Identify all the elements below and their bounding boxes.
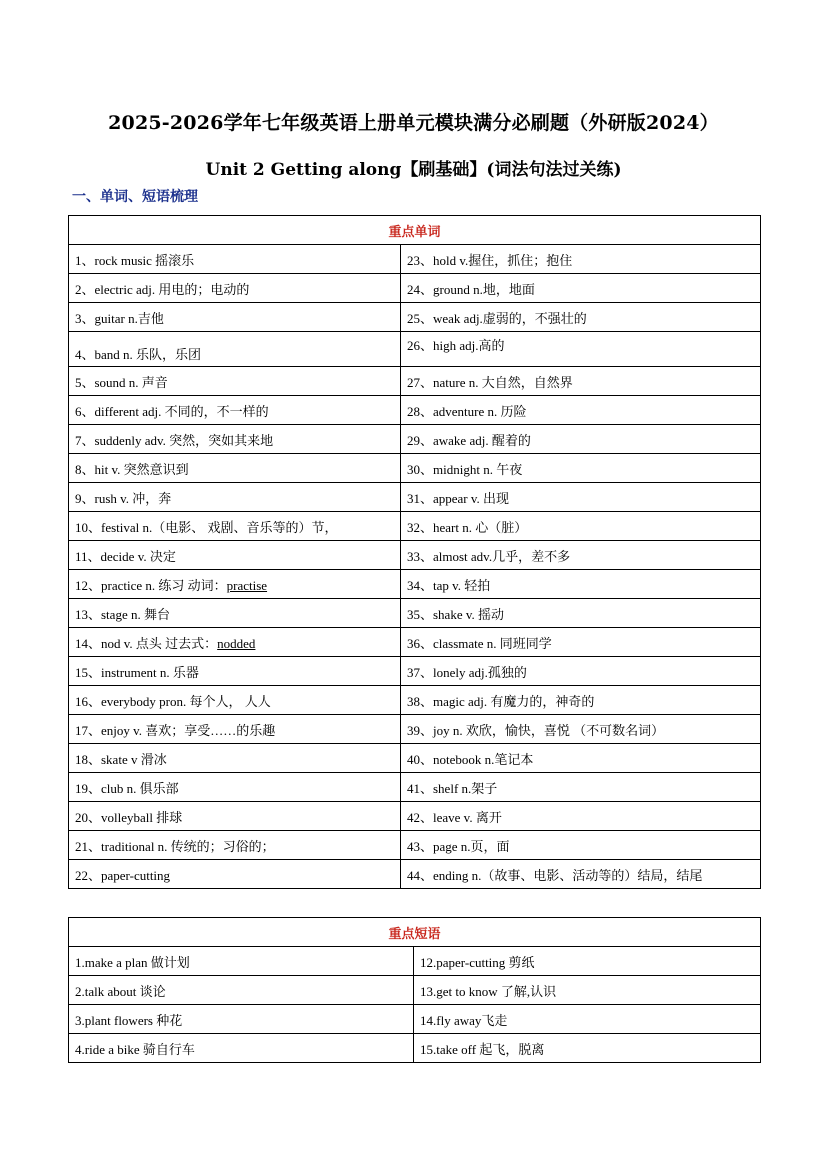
word-cell-left: 8、hit v. 突然意识到 — [69, 454, 401, 483]
table-row — [69, 274, 761, 303]
word-cell-right: 33、almost adv.几乎，差不多 — [401, 541, 761, 570]
word-cell-left: 11、decide v. 决定 — [69, 541, 401, 570]
phrase-cell-left: 1.make a plan 做计划 — [69, 947, 414, 976]
table-row — [69, 303, 761, 332]
word-cell-left — [69, 628, 401, 657]
word-cell-left: 13、stage n. 舞台 — [69, 599, 401, 628]
key-words-header: 重点单词 — [69, 216, 761, 245]
table-row — [69, 860, 761, 889]
table-row — [69, 425, 761, 454]
table-row — [69, 512, 761, 541]
word-cell-left — [69, 570, 401, 599]
table-row — [69, 657, 761, 686]
phrase-cell-left: 3.plant flowers 种花 — [69, 1005, 414, 1034]
phrase-cell-right: 15.take off 起飞，脱离 — [414, 1034, 761, 1063]
word-cell-right: 29、awake adj. 醒着的 — [401, 425, 761, 454]
word-cell-left: 16、everybody pron. 每个人， 人人 — [69, 686, 401, 715]
word-cell-right: 27、nature n. 大自然，自然界 — [401, 367, 761, 396]
word-cell-right: 37、lonely adj.孤独的 — [401, 657, 761, 686]
word-cell-left: 4、band n. 乐队，乐团 — [69, 332, 401, 367]
phrase-cell-right: 13.get to know 了解,认识 — [414, 976, 761, 1005]
word-cell-left: 3、guitar n.吉他 — [69, 303, 401, 332]
key-phrases-table — [68, 917, 761, 1063]
word-cell-right: 24、ground n.地，地面 — [401, 274, 761, 303]
table-row — [69, 367, 761, 396]
table-row — [69, 483, 761, 512]
phrase-cell-left: 2.talk about 谈论 — [69, 976, 414, 1005]
table-row — [69, 1005, 761, 1034]
word-text: 14、nod v. 点头 过去式： — [75, 635, 218, 651]
table-row — [69, 454, 761, 483]
word-cell-left: 1、rock music 摇滚乐 — [69, 245, 401, 274]
verb-form-link: practise — [226, 577, 268, 593]
table-row — [69, 570, 761, 599]
word-cell-left: 7、suddenly adv. 突然，突如其来地 — [69, 425, 401, 454]
word-cell-right: 28、adventure n. 历险 — [401, 396, 761, 425]
word-cell-right: 38、magic adj. 有魔力的，神奇的 — [401, 686, 761, 715]
document-subtitle: Unit 2 Getting along【刷基础】(词法句法过关练) — [205, 160, 622, 180]
table-row — [69, 947, 761, 976]
word-cell-right: 32、heart n. 心（脏） — [401, 512, 761, 541]
word-cell-left: 5、sound n. 声音 — [69, 367, 401, 396]
table-row — [69, 715, 761, 744]
table-row — [69, 976, 761, 1005]
table-row — [69, 599, 761, 628]
word-cell-left: 15、instrument n. 乐器 — [69, 657, 401, 686]
table-row — [69, 1034, 761, 1063]
table-row — [69, 396, 761, 425]
word-cell-right: 41、shelf n.架子 — [401, 773, 761, 802]
key-words-table — [68, 215, 761, 889]
past-tense-link: nodded — [217, 635, 256, 651]
word-cell-left: 6、different adj. 不同的，不一样的 — [69, 396, 401, 425]
word-text: 12、practice n. 练习 动词： — [75, 577, 227, 593]
word-cell-right: 39、joy n. 欢欣，愉快，喜悦 （不可数名词） — [401, 715, 761, 744]
word-cell-left: 9、rush v. 冲，奔 — [69, 483, 401, 512]
word-cell-right: 34、tap v. 轻拍 — [401, 570, 761, 599]
table-row — [69, 686, 761, 715]
word-cell-right: 31、appear v. 出现 — [401, 483, 761, 512]
word-cell-left: 2、electric adj. 用电的；电动的 — [69, 274, 401, 303]
word-cell-right: 35、shake v. 摇动 — [401, 599, 761, 628]
table-row — [69, 245, 761, 274]
document-title: 2025-2026学年七年级英语上册单元模块满分必刷题（外研版2024） — [108, 112, 719, 134]
table-row — [69, 332, 761, 367]
word-cell-right: 36、classmate n. 同班同学 — [401, 628, 761, 657]
phrase-cell-right: 12.paper-cutting 剪纸 — [414, 947, 761, 976]
table-row — [69, 802, 761, 831]
word-cell-right: 43、page n.页，面 — [401, 831, 761, 860]
word-cell-right: 40、notebook n.笔记本 — [401, 744, 761, 773]
word-cell-right: 25、weak adj.虚弱的，不强壮的 — [401, 303, 761, 332]
word-cell-left: 10、festival n.（电影、 戏剧、音乐等的）节， — [69, 512, 401, 541]
word-cell-right: 23、hold v.握住，抓住；抱住 — [401, 245, 761, 274]
section-heading: 一、单词、短语梳理 — [72, 189, 198, 205]
phrase-cell-right: 14.fly away飞走 — [414, 1005, 761, 1034]
table-row — [69, 831, 761, 860]
table-row — [69, 628, 761, 657]
word-cell-left: 18、skate v 滑冰 — [69, 744, 401, 773]
word-cell-left: 21、traditional n. 传统的；习俗的； — [69, 831, 401, 860]
word-cell-right: 26、high adj.高的 — [401, 332, 761, 367]
word-cell-right: 30、midnight n. 午夜 — [401, 454, 761, 483]
table-header-row — [69, 216, 761, 245]
table-row — [69, 541, 761, 570]
word-cell-left: 17、enjoy v. 喜欢；享受……的乐趣 — [69, 715, 401, 744]
table-row — [69, 744, 761, 773]
word-cell-right: 42、leave v. 离开 — [401, 802, 761, 831]
phrase-cell-left: 4.ride a bike 骑自行车 — [69, 1034, 414, 1063]
key-phrases-header: 重点短语 — [69, 918, 761, 947]
table-row — [69, 773, 761, 802]
word-cell-right: 44、ending n.（故事、电影、活动等的）结局，结尾 — [401, 860, 761, 889]
table-header-row — [69, 918, 761, 947]
word-cell-left: 19、club n. 俱乐部 — [69, 773, 401, 802]
word-cell-left: 20、volleyball 排球 — [69, 802, 401, 831]
word-cell-left: 22、paper-cutting — [69, 860, 401, 889]
